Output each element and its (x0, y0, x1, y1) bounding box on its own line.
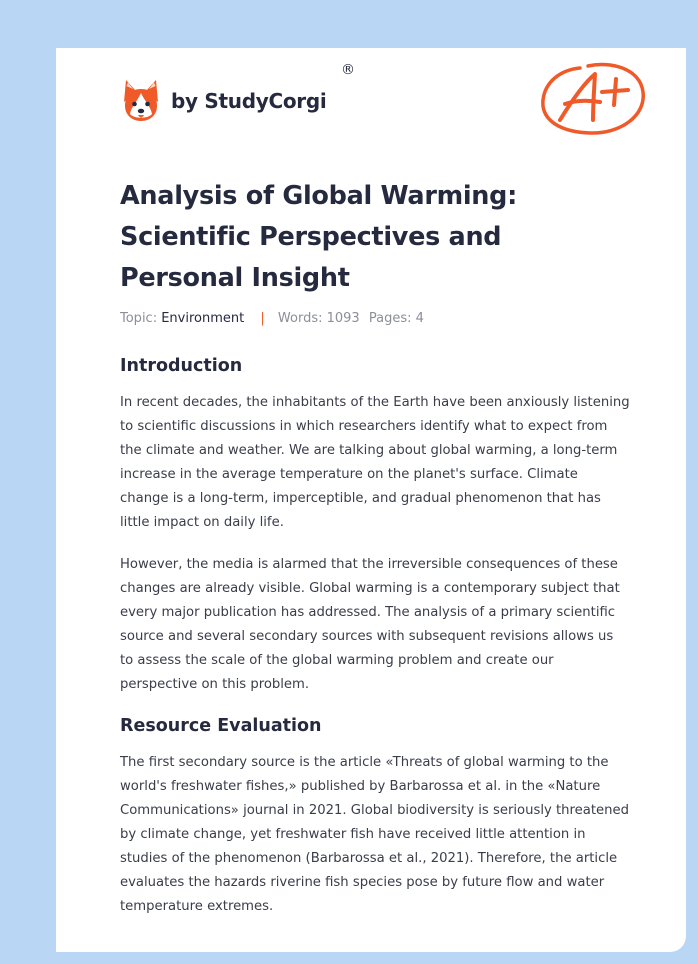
document-meta (120, 311, 424, 326)
corgi-icon (121, 78, 161, 122)
paragraph: The first secondary source is the article «Threats of global warming to the world's freshwater fishes,» published by Barbarossa et al. in the «Nature Communications» journal in 2021. Global biodiversity is seriously threatened by climate change, yet freshwater fish have received little attention in studies of the phenomenon (Barbarossa et al., 2021). Therefore, the article evaluates the hazards riverine fish species pose by future flow and water temperature extremes. (120, 755, 629, 914)
paragraph: In recent decades, the inhabitants of the Earth have been anxiously listening to scientific discussions in which researchers identify what to expect from the climate and weather. We are talking about global warming, a long-term increase in the average temperature on the planet's surface. Climate change is a long-term, imperceptible, and gradual phenomenon that has little impact on daily life. (120, 395, 630, 530)
word-count: Words: 1093 (277, 311, 360, 326)
topic-label: Topic: (120, 311, 158, 326)
studycorgi-logo[interactable] (121, 77, 326, 123)
document-page (56, 48, 686, 952)
topic-link[interactable]: Environment (161, 311, 245, 326)
document-title: Analysis of Global Warming: Scientific Perspectives and Personal Insight (120, 181, 518, 293)
a-plus-grade-icon (538, 60, 648, 140)
paragraph: However, the media is alarmed that the irreversible consequences of these changes are already visible. Global warming is a contemporary subject that every major publication has addressed. The analysis of a primary scientific source and several secondary sources with subsequent revisions allows us to assess the scale of the global warming problem and create our perspective on this problem. (120, 557, 620, 692)
section-heading-introduction: Introduction (120, 356, 243, 376)
meta-separator: | (260, 311, 265, 326)
registered-mark: ® (341, 62, 355, 78)
page-count: Pages: 4 (368, 311, 424, 326)
section-heading-resource-evaluation: Resource Evaluation (120, 716, 322, 736)
brand-name: by StudyCorgi (171, 89, 327, 113)
